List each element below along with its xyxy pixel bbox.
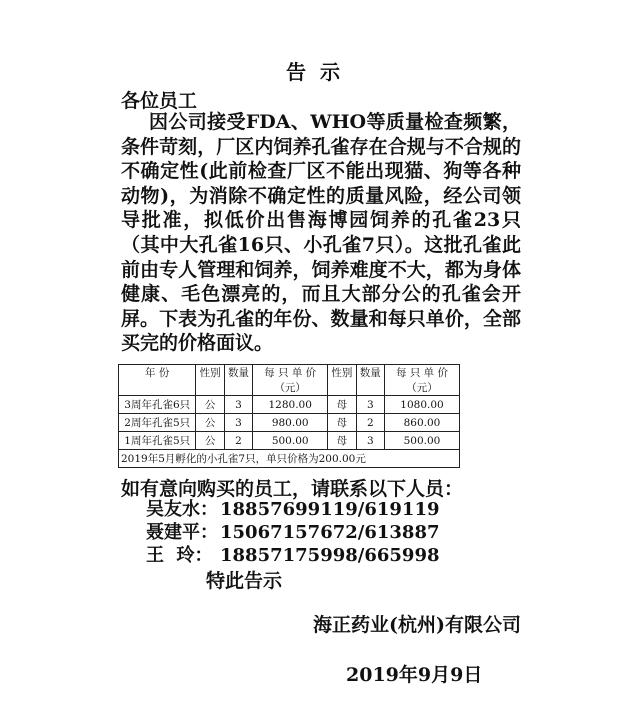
header-sex: 性别 (328, 365, 356, 396)
header-qty: 数量 (224, 365, 252, 396)
contact-phone: 15067157672/613887 (220, 522, 440, 543)
table-note-row (119, 450, 460, 468)
qty-cell: 3 (224, 396, 252, 414)
price-cell: 500.00 (385, 432, 460, 450)
qty-cell: 3 (224, 414, 252, 432)
company-name: 海正药业(杭州)有限公司 (313, 614, 521, 636)
contact-item (146, 498, 440, 521)
qty-cell: 2 (224, 432, 252, 450)
year-cell: 3周年孔雀6只 (119, 396, 196, 414)
table-row (119, 414, 460, 432)
contact-lead: 如有意向购买的员工，请联系以下人员： (121, 478, 464, 500)
sex-cell: 母 (328, 396, 356, 414)
notice-date: 2019年9月9日 (346, 664, 483, 686)
qty-cell: 2 (356, 414, 384, 432)
sex-cell: 母 (328, 414, 356, 432)
contact-name: 聂建平： (146, 522, 218, 543)
contact-phone: 18857699119/619119 (220, 499, 440, 520)
year-cell: 1周年孔雀5只 (119, 432, 196, 450)
table-row (119, 432, 460, 450)
price-table (118, 364, 460, 468)
contact-item (146, 544, 440, 567)
qty-cell: 3 (356, 432, 384, 450)
sex-cell: 公 (196, 396, 224, 414)
year-cell: 2周年孔雀5只 (119, 414, 196, 432)
price-cell: 860.00 (385, 414, 460, 432)
price-cell: 500.00 (253, 432, 328, 450)
contact-name: 王 玲： (146, 545, 213, 566)
qty-cell: 3 (356, 396, 384, 414)
notice-title: 告示 (286, 60, 354, 84)
sex-cell: 公 (196, 414, 224, 432)
notice-body: 因公司接受FDA、WHO等质量检查频繁，条件苛刻，厂区内饲养孔雀存在合规与不合规的不确定性(此前检查厂区不能出现猫、狗等各种动物)，为消除不确定性的质量风险，经公司领导批准，拟低价出售海博园饲养的孔雀23只（其中大孔雀16只、小孔雀7只）。这批孔雀此前由专人管理和饲养，饲养难度不大，都为身体健康、毛色漂亮的，而且大部分公的孔雀会开屏。下表为孔雀的年份、数量和每只单价，全部买完的价格面议。 (121, 111, 521, 355)
contact-name: 吴友水： (146, 499, 218, 520)
price-cell: 980.00 (253, 414, 328, 432)
table-header-row (119, 365, 460, 396)
header-year: 年 份 (119, 365, 196, 396)
header-qty: 数量 (356, 365, 384, 396)
header-price: 每 只 单 价（元） (385, 365, 460, 396)
table-note: 2019年5月孵化的小孔雀7只，单只价格为200.00元 (119, 450, 460, 468)
greeting: 各位员工 (121, 90, 198, 112)
header-price: 每 只 单 价（元） (253, 365, 328, 396)
price-cell: 1080.00 (385, 396, 460, 414)
table-row (119, 396, 460, 414)
contact-item (146, 521, 440, 544)
closing-text: 特此告示 (206, 570, 283, 592)
sex-cell: 公 (196, 432, 224, 450)
sex-cell: 母 (328, 432, 356, 450)
price-cell: 1280.00 (253, 396, 328, 414)
header-sex: 性别 (196, 365, 224, 396)
contact-list (146, 498, 440, 567)
contact-phone: 18857175998/665998 (220, 545, 440, 566)
